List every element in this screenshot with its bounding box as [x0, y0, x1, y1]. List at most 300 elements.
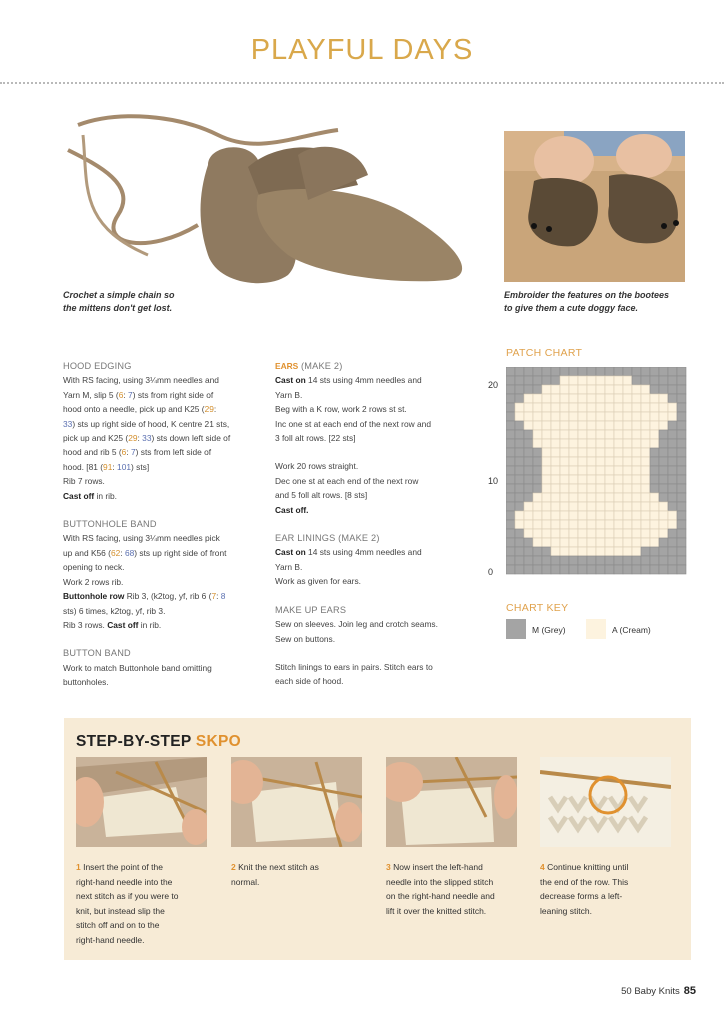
chart-cell — [614, 412, 623, 421]
chart-cell — [506, 547, 515, 556]
chart-cell — [596, 385, 605, 394]
chart-cell — [650, 484, 659, 493]
chart-cell — [659, 520, 668, 529]
chart-cell — [605, 457, 614, 466]
size-value: 33 — [63, 418, 73, 429]
chart-cell — [506, 466, 515, 475]
chart-cell — [587, 439, 596, 448]
step-number: 4 — [540, 862, 545, 872]
chart-cell — [560, 457, 569, 466]
text-line: Work to match Buttonhole band omitting — [63, 662, 212, 673]
chart-cell — [506, 385, 515, 394]
chart-cell — [614, 448, 623, 457]
chart-cell — [632, 448, 641, 457]
chart-cell — [578, 457, 587, 466]
text: 14 sts using 4mm needles and — [305, 547, 422, 558]
chart-cell — [623, 421, 632, 430]
chart-cell — [542, 547, 551, 556]
chart-cell — [542, 457, 551, 466]
chart-cell — [560, 367, 569, 376]
chart-cell — [506, 502, 515, 511]
text-line — [63, 388, 263, 402]
chart-cell — [641, 493, 650, 502]
chart-cell — [524, 529, 533, 538]
chart-cell — [614, 493, 623, 502]
chart-cell — [668, 556, 677, 565]
chart-cell — [551, 475, 560, 484]
chart-cell — [506, 565, 515, 574]
chart-cell — [641, 457, 650, 466]
chart-cell — [569, 529, 578, 538]
chart-cell — [578, 565, 587, 574]
chart-cell — [542, 439, 551, 448]
chart-cell — [596, 475, 605, 484]
chart-cell — [560, 529, 569, 538]
chart-cell — [524, 520, 533, 529]
chart-cell — [515, 493, 524, 502]
chart-cell — [659, 511, 668, 520]
text-line: Stitch linings to ears in pairs. Stitch ears to — [275, 661, 433, 672]
chart-cell — [515, 538, 524, 547]
chart-cell — [515, 376, 524, 385]
step-text-line: 2 Knit the next stitch as — [231, 862, 319, 872]
chart-cell — [605, 538, 614, 547]
chart-cell — [515, 502, 524, 511]
chart-cell — [578, 502, 587, 511]
chart-cell — [578, 439, 587, 448]
buttonhole-band-heading: BUTTONHOLE BAND — [63, 519, 157, 530]
chart-cell — [569, 475, 578, 484]
chart-cell — [587, 457, 596, 466]
chart-cell — [506, 421, 515, 430]
chart-cell — [578, 511, 587, 520]
text-line: Work 20 rows straight. — [275, 461, 359, 472]
text-line: Rib 7 rows. — [63, 476, 105, 487]
chart-cell — [614, 439, 623, 448]
text-line: 3 foll alt rows. [22 sts] — [275, 433, 356, 444]
chart-cell — [668, 502, 677, 511]
chart-cell — [623, 529, 632, 538]
chart-cell — [569, 466, 578, 475]
chart-cell — [650, 385, 659, 394]
chart-cell — [578, 421, 587, 430]
text-line — [63, 373, 263, 387]
chart-cell — [578, 430, 587, 439]
chart-cell — [623, 565, 632, 574]
chart-cell — [614, 556, 623, 565]
size-value: 7 — [128, 389, 133, 400]
text: : — [123, 389, 129, 400]
chart-cell — [578, 493, 587, 502]
step-4-text — [540, 860, 672, 918]
chart-cell — [614, 430, 623, 439]
step-by-step-title — [76, 733, 241, 751]
chart-cell — [578, 448, 587, 457]
chart-cell — [650, 403, 659, 412]
chart-cell — [623, 439, 632, 448]
hood-edging-heading: HOOD EDGING — [63, 361, 132, 371]
chart-cell — [551, 457, 560, 466]
chart-cell — [551, 367, 560, 376]
chart-cell — [596, 448, 605, 457]
chart-cell — [515, 421, 524, 430]
text-line — [275, 503, 475, 517]
chart-cell — [569, 430, 578, 439]
chart-cell — [668, 376, 677, 385]
text-line: Dec one st at each end of the next row — [275, 475, 419, 486]
chart-cell — [533, 484, 542, 493]
chart-cell — [533, 412, 542, 421]
chart-cell — [632, 376, 641, 385]
chart-cell — [533, 565, 542, 574]
chart-cell — [641, 376, 650, 385]
text-line: each side of hood. — [275, 676, 344, 687]
chart-cell — [587, 403, 596, 412]
mittens-photo — [58, 105, 486, 285]
chart-cell — [515, 520, 524, 529]
bootees-photo — [504, 131, 685, 282]
chart-cell — [506, 367, 515, 376]
chart-cell — [605, 385, 614, 394]
chart-cell — [596, 394, 605, 403]
chart-cell — [623, 412, 632, 421]
chart-cell — [677, 367, 686, 376]
chart-cell — [650, 457, 659, 466]
chart-cell — [641, 502, 650, 511]
chart-cell — [560, 556, 569, 565]
chart-cell — [659, 466, 668, 475]
chart-cell — [569, 457, 578, 466]
chart-cell — [506, 412, 515, 421]
text-line: Sew on sleeves. Join leg and crotch seams. — [275, 619, 438, 630]
chart-cell — [668, 421, 677, 430]
step-2-text — [231, 860, 363, 889]
chart-cell — [614, 457, 623, 466]
chart-cell — [578, 556, 587, 565]
chart-cell — [524, 439, 533, 448]
chart-cell — [650, 565, 659, 574]
chart-cell — [551, 403, 560, 412]
chart-cell — [587, 529, 596, 538]
chart-cell — [614, 547, 623, 556]
chart-cell — [659, 556, 668, 565]
chart-cell — [551, 520, 560, 529]
chart-cell — [632, 421, 641, 430]
chart-cell — [605, 421, 614, 430]
chart-cell — [569, 556, 578, 565]
chart-cell — [641, 511, 650, 520]
text-line: Inc one st at each end of the next row and — [275, 418, 431, 429]
bold-term: Cast on — [275, 547, 306, 558]
chart-cell — [542, 448, 551, 457]
chart-cell — [614, 367, 623, 376]
chart-cell — [650, 556, 659, 565]
chart-cell — [650, 529, 659, 538]
chart-cell — [605, 412, 614, 421]
chart-cell — [515, 565, 524, 574]
chart-cell — [677, 385, 686, 394]
chart-cell — [659, 394, 668, 403]
chart-cell — [560, 475, 569, 484]
chart-y-tick-20: 20 — [488, 380, 499, 390]
chart-cell — [677, 520, 686, 529]
text: : — [112, 461, 118, 472]
text-line: Yarn B. — [275, 561, 303, 572]
text-line — [63, 460, 263, 474]
chart-cell — [506, 448, 515, 457]
chart-cell — [668, 520, 677, 529]
key-label-cream: A (Cream) — [612, 625, 651, 635]
chart-cell — [668, 475, 677, 484]
chart-cell — [605, 529, 614, 538]
chart-cell — [641, 412, 650, 421]
chart-cell — [560, 430, 569, 439]
text-line: sts) 6 times, k2tog, yf, rib 3. — [63, 605, 166, 616]
chart-cell — [551, 466, 560, 475]
text-line: Sew on buttons. — [275, 633, 336, 644]
text: ) sts from left side of — [135, 447, 212, 458]
chart-cell — [560, 520, 569, 529]
chart-cell — [614, 394, 623, 403]
text-line: Yarn B. — [275, 389, 303, 400]
chart-cell — [524, 493, 533, 502]
chart-cell — [659, 376, 668, 385]
text: 14 sts using 4mm needles and — [305, 375, 422, 386]
chart-cell — [668, 412, 677, 421]
chart-cell — [596, 520, 605, 529]
step-2-photo — [231, 757, 362, 847]
step-4-photo — [540, 757, 671, 847]
chart-cell — [596, 511, 605, 520]
chart-cell — [515, 403, 524, 412]
chart-cell — [623, 493, 632, 502]
chart-cell — [587, 466, 596, 475]
chart-cell — [524, 412, 533, 421]
chart-cell — [668, 466, 677, 475]
key-swatch-cream — [586, 619, 606, 639]
chart-cell — [596, 430, 605, 439]
chart-cell — [551, 484, 560, 493]
chart-cell — [614, 484, 623, 493]
chart-cell — [578, 394, 587, 403]
chart-cell — [542, 520, 551, 529]
chart-cell — [650, 520, 659, 529]
chart-cell — [560, 547, 569, 556]
chart-cell — [569, 421, 578, 430]
chart-cell — [677, 493, 686, 502]
chart-cell — [623, 538, 632, 547]
chart-cell — [524, 556, 533, 565]
chart-cell — [533, 556, 542, 565]
chart-cell — [659, 403, 668, 412]
chart-cell — [542, 385, 551, 394]
bold-term: Cast off — [107, 619, 139, 630]
caption-line: Crochet a simple chain so — [63, 290, 175, 300]
chart-cell — [560, 538, 569, 547]
chart-cell — [542, 412, 551, 421]
step-3-text — [386, 860, 518, 918]
chart-cell — [533, 457, 542, 466]
chart-cell — [632, 565, 641, 574]
chart-cell — [632, 556, 641, 565]
title-accent: SKPO — [195, 733, 242, 750]
chart-cell — [515, 556, 524, 565]
chart-cell — [605, 466, 614, 475]
chart-cell — [641, 430, 650, 439]
chart-cell — [632, 529, 641, 538]
chart-cell — [668, 484, 677, 493]
chart-cell — [542, 376, 551, 385]
chart-cell — [542, 466, 551, 475]
text-line: Beg with a K row, work 2 rows st st. — [275, 404, 407, 415]
chart-cell — [614, 520, 623, 529]
chart-cell — [542, 565, 551, 574]
page-number: 85 — [683, 985, 696, 997]
chart-cell — [677, 475, 686, 484]
text-line — [63, 589, 263, 603]
chart-cell — [605, 403, 614, 412]
chart-cell — [551, 565, 560, 574]
size-value: 29 — [128, 433, 138, 444]
chart-cell — [569, 520, 578, 529]
chart-cell — [668, 511, 677, 520]
chart-cell — [533, 448, 542, 457]
chart-cell — [677, 511, 686, 520]
chart-cell — [506, 376, 515, 385]
text-line — [63, 546, 263, 560]
chart-cell — [641, 556, 650, 565]
chart-cell — [677, 538, 686, 547]
text: Rib 3 rows. — [63, 619, 108, 630]
text-line: Work as given for ears. — [275, 576, 361, 587]
chart-cell — [542, 484, 551, 493]
chart-cell — [668, 430, 677, 439]
chart-cell — [524, 421, 533, 430]
chart-cell — [533, 511, 542, 520]
chart-cell — [515, 475, 524, 484]
chart-cell — [659, 493, 668, 502]
chart-cell — [596, 376, 605, 385]
chart-cell — [632, 439, 641, 448]
chart-cell — [668, 367, 677, 376]
chart-cell — [668, 457, 677, 466]
chart-cell — [641, 475, 650, 484]
chart-cell — [506, 475, 515, 484]
chart-cell — [623, 376, 632, 385]
text: With RS facing, using 3¼mm needles and — [63, 375, 219, 386]
text: hood and rib 5 ( — [63, 447, 122, 458]
chart-cell — [659, 385, 668, 394]
chart-cell — [641, 448, 650, 457]
chart-cell — [587, 448, 596, 457]
chart-cell — [542, 556, 551, 565]
chart-cell — [641, 538, 650, 547]
title-text: STEP-BY-STEP — [76, 733, 196, 750]
mittens-caption — [63, 289, 283, 314]
chart-cell — [623, 457, 632, 466]
chart-cell — [506, 439, 515, 448]
chart-cell — [551, 511, 560, 520]
chart-cell — [605, 565, 614, 574]
caption-line: Embroider the features on the bootees — [504, 290, 670, 300]
chart-cell — [659, 439, 668, 448]
chart-cell — [542, 493, 551, 502]
chart-cell — [533, 367, 542, 376]
chart-cell — [614, 376, 623, 385]
chart-cell — [533, 520, 542, 529]
chart-cell — [515, 466, 524, 475]
chart-cell — [524, 484, 533, 493]
chart-cell — [659, 565, 668, 574]
chart-cell — [524, 448, 533, 457]
chart-cell — [605, 511, 614, 520]
chart-cell — [569, 385, 578, 394]
chart-cell — [524, 367, 533, 376]
text: Yarn M, slip 5 ( — [63, 389, 119, 400]
chart-cell — [659, 367, 668, 376]
chart-cell — [659, 448, 668, 457]
chart-cell — [632, 430, 641, 439]
instructions-column-1 — [63, 359, 263, 690]
chart-cell — [542, 529, 551, 538]
chart-cell — [506, 484, 515, 493]
chart-cell — [632, 511, 641, 520]
chart-cell — [650, 367, 659, 376]
chart-cell — [623, 475, 632, 484]
chart-cell — [605, 394, 614, 403]
text-line: Work 2 rows rib. — [63, 576, 124, 587]
chart-cell — [632, 457, 641, 466]
chart-cell — [587, 565, 596, 574]
chart-cell — [515, 511, 524, 520]
chart-cell — [533, 430, 542, 439]
chart-cell — [587, 556, 596, 565]
chart-cell — [641, 466, 650, 475]
chart-cell — [596, 493, 605, 502]
text: ) sts up right side of hood, K centre 21 sts, — [72, 418, 230, 429]
ears-heading — [275, 359, 475, 373]
chart-cell — [659, 457, 668, 466]
chart-cell — [632, 484, 641, 493]
chart-cell — [578, 385, 587, 394]
chart-cell — [677, 439, 686, 448]
chart-cell — [659, 421, 668, 430]
chart-cell — [587, 538, 596, 547]
chart-cell — [551, 502, 560, 511]
chart-cell — [569, 448, 578, 457]
chart-cell — [677, 448, 686, 457]
chart-cell — [542, 502, 551, 511]
step-text-line: 3 Now insert the left-hand — [386, 862, 483, 872]
chart-cell — [596, 457, 605, 466]
chart-cell — [650, 439, 659, 448]
step-text-line: right-hand needle. — [76, 934, 145, 945]
text-line: and 5 foll alt rows. [8 sts] — [275, 490, 368, 501]
chart-cell — [641, 484, 650, 493]
chart-cell — [587, 367, 596, 376]
text: ) sts up right side of front — [134, 547, 227, 558]
chart-cell — [641, 529, 650, 538]
size-value: 29 — [204, 404, 214, 415]
chart-cell — [668, 565, 677, 574]
step-text-line: right-hand needle into the — [76, 876, 173, 887]
chart-cell — [524, 547, 533, 556]
chart-cell — [515, 367, 524, 376]
chart-cell — [551, 412, 560, 421]
chart-cell — [596, 502, 605, 511]
chart-cell — [596, 466, 605, 475]
chart-cell — [533, 403, 542, 412]
